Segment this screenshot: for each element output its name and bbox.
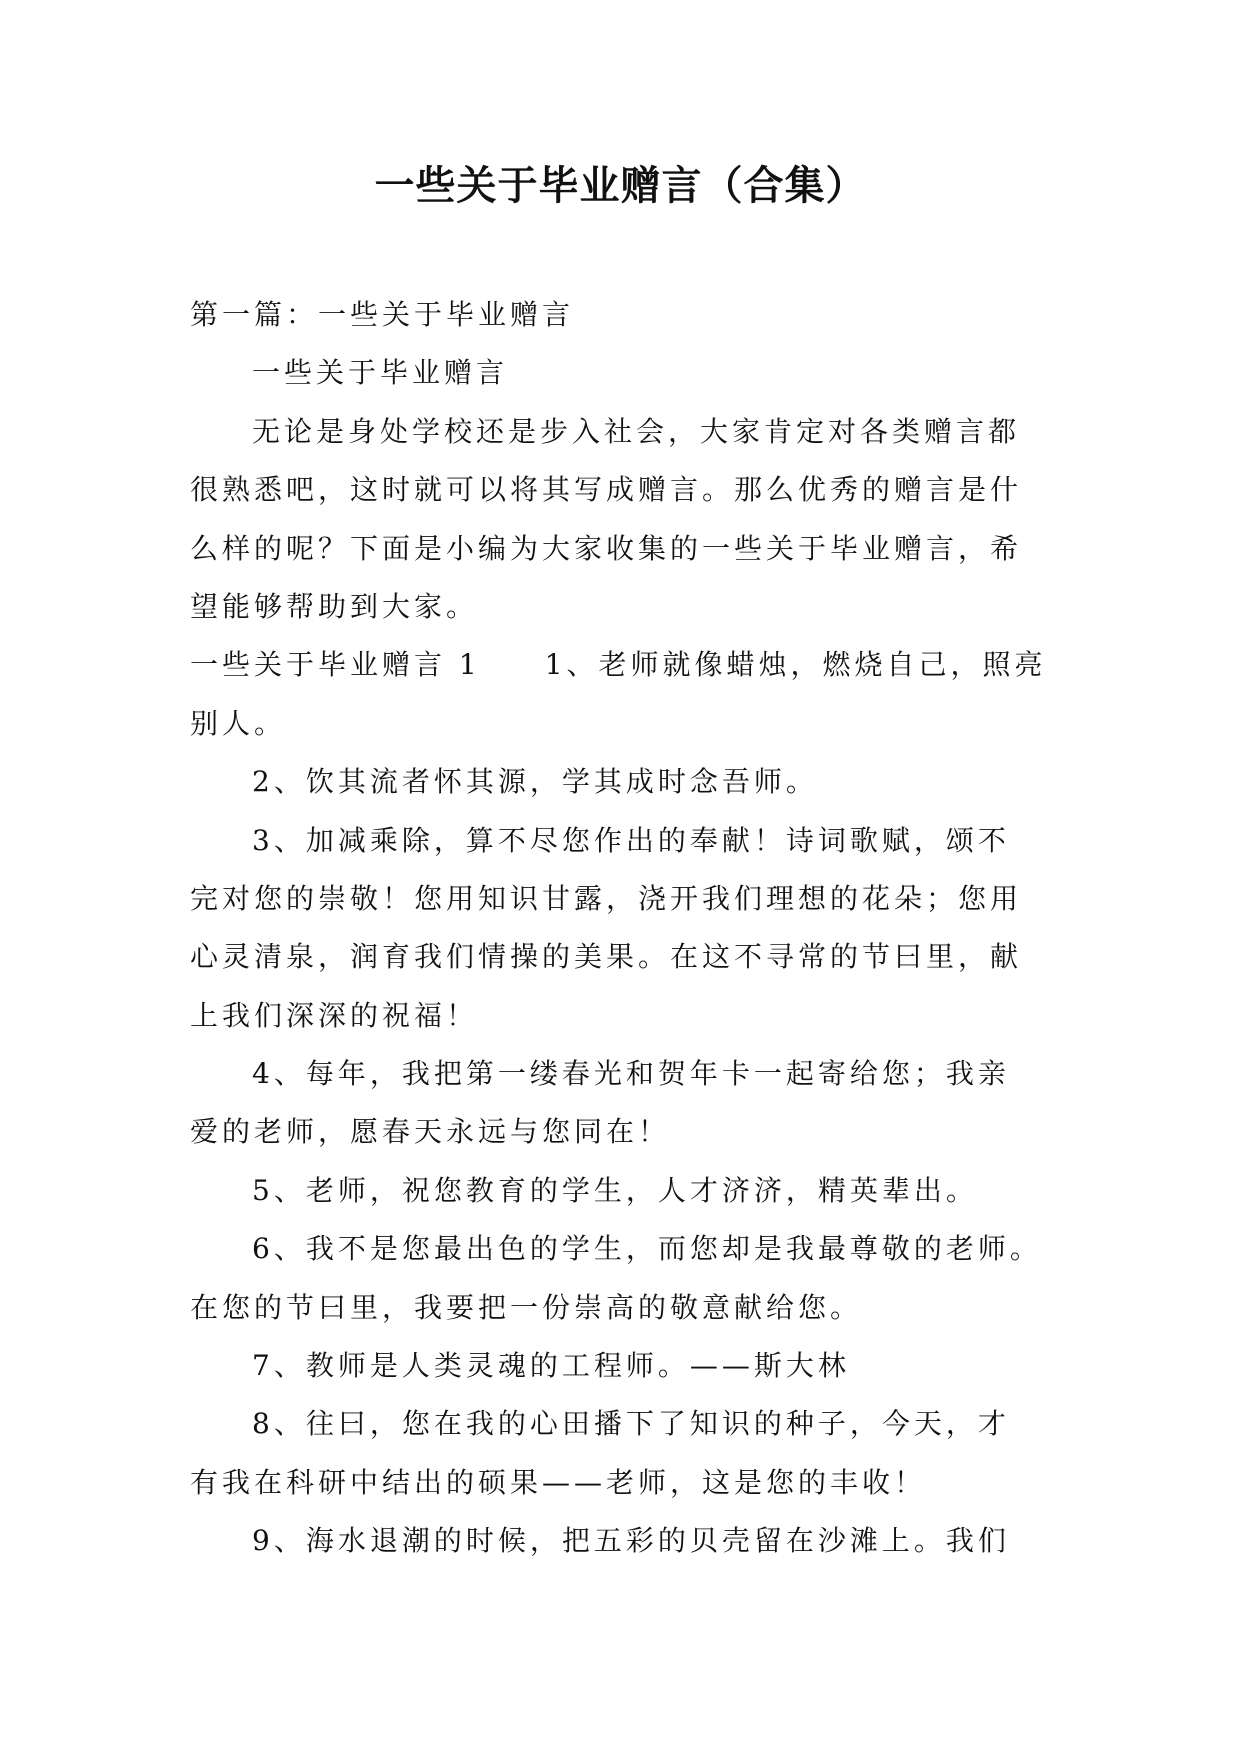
paragraph-line: 爱的老师，愿春天永远与您同在！ [190, 1115, 671, 1149]
paragraph-line: 心灵清泉，润育我们情操的美果。在这不寻常的节曰里，献 [190, 940, 1023, 974]
paragraph-line: 望能够帮助到大家。 [190, 589, 479, 623]
paragraph-line: 6、我不是您最出色的学生，而您却是我最尊敬的老师。 [252, 1232, 1042, 1266]
paragraph-line: 8、往曰，您在我的心田播下了知识的种子，今天，才 [252, 1407, 1010, 1441]
paragraph-line: 9、海水退潮的时候，把五彩的贝壳留在沙滩上。我们 [252, 1524, 1010, 1558]
paragraph-line: 3、加减乘除，算不尽您作出的奉献！诗词歌赋，颂不 [252, 823, 1010, 857]
paragraph-line: 一些关于毕业赠言 1 1、老师就像蜡烛，燃烧自己，照亮 [190, 648, 1047, 682]
article-subtitle: 一些关于毕业赠言 [252, 356, 509, 390]
paragraph-line: 4、每年，我把第一缕春光和贺年卡一起寄给您；我亲 [252, 1057, 1010, 1091]
section-heading: 第一篇：一些关于毕业赠言 [190, 298, 575, 331]
document-title: 一些关于毕业赠言（合集） [374, 163, 867, 209]
paragraph-line: 别人。 [190, 706, 287, 740]
paragraph-line: 么样的呢？下面是小编为大家收集的一些关于毕业赠言，希 [190, 531, 1023, 565]
paragraph-line: 完对您的崇敬！您用知识甘露，浇开我们理想的花朵；您用 [190, 881, 1023, 915]
paragraph-line: 很熟悉吧，这时就可以将其写成赠言。那么优秀的赠言是什 [190, 473, 1023, 507]
paragraph-line: 上我们深深的祝福！ [190, 998, 479, 1032]
paragraph-line: 7、教师是人类灵魂的工程师。——斯大林 [252, 1349, 850, 1383]
paragraph-line: 有我在科研中结出的硕果——老师，这是您的丰收！ [190, 1465, 927, 1499]
paragraph-line: 5、老师，祝您教育的学生，人才济济，精英辈出。 [252, 1173, 978, 1207]
paragraph-line: 2、饮其流者怀其源，学其成时念吾师。 [252, 765, 818, 799]
paragraph-line: 在您的节曰里，我要把一份崇高的敬意献给您。 [190, 1290, 863, 1324]
paragraph-line: 无论是身处学校还是步入社会，大家肯定对各类赠言都 [252, 414, 1021, 448]
document-body [190, 286, 1060, 1571]
